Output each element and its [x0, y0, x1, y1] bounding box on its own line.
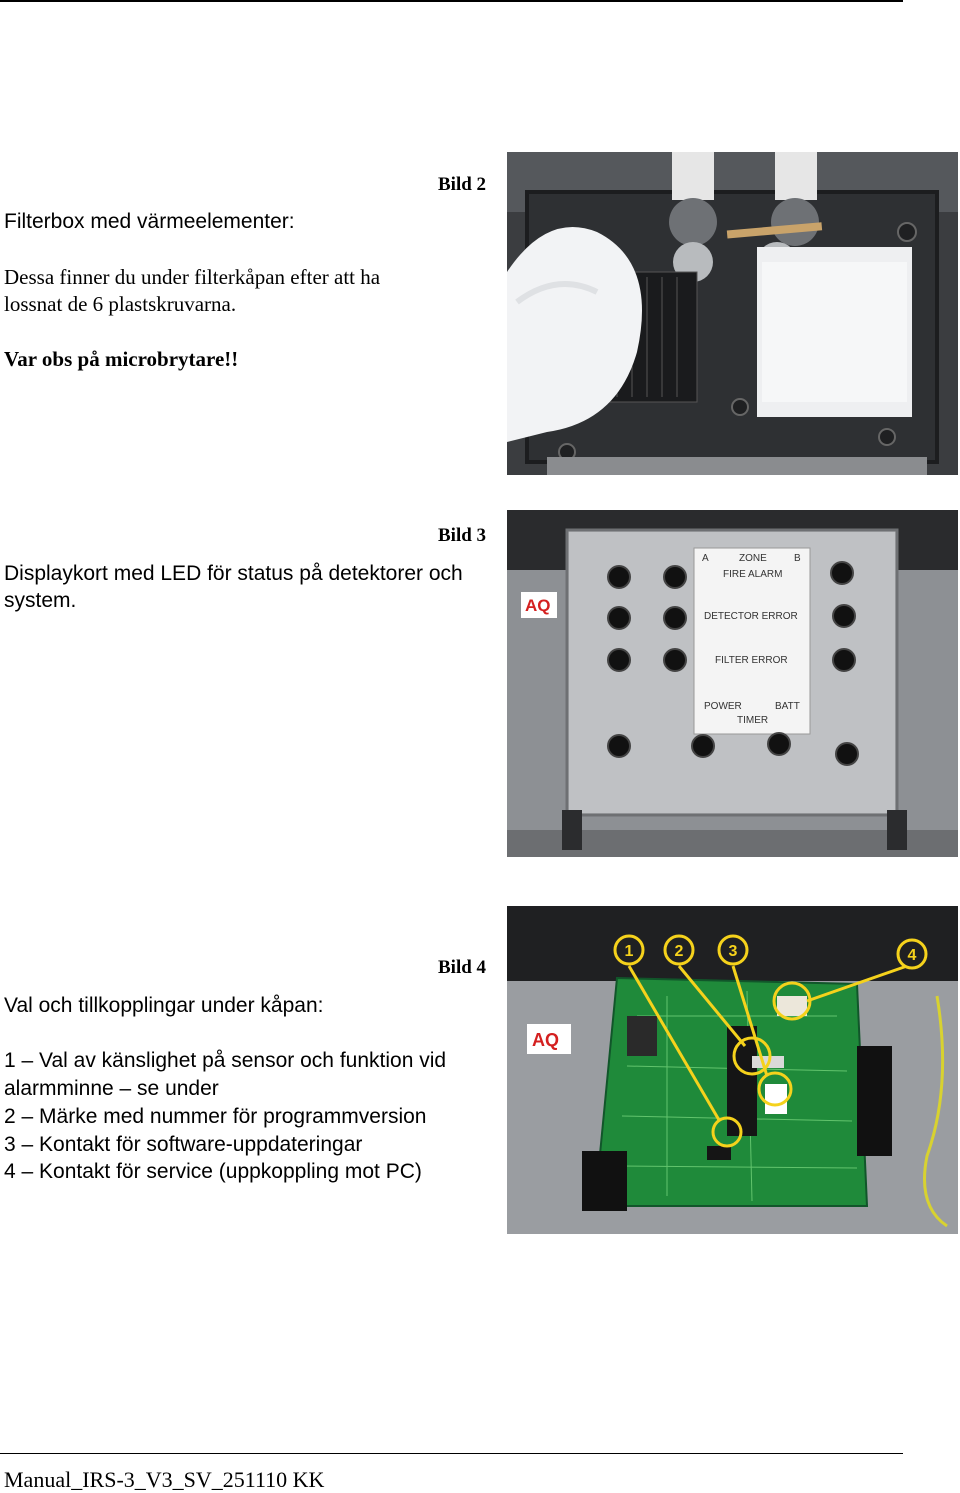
- marker-label: 4: [907, 947, 917, 964]
- marker-label: 2: [674, 943, 684, 960]
- filterbox-photo: [507, 152, 958, 475]
- bild3-label: Bild 3: [438, 525, 487, 546]
- bild4-item: 3 – Kontakt för software-uppdateringar: [4, 1133, 363, 1156]
- footer-rule: [0, 1453, 903, 1454]
- top-rule: [0, 0, 903, 2]
- panel-zone: ZONE: [739, 553, 767, 564]
- bild4-item: alarmminne – se under: [4, 1077, 219, 1100]
- bild4-item: 4 – Kontakt för service (uppkoppling mot PC): [4, 1160, 422, 1183]
- bild2-label: Bild 2: [438, 174, 487, 195]
- bild3-text-line2: system.: [4, 589, 77, 612]
- panel-filter-error: FILTER ERROR: [715, 655, 788, 666]
- marker-label: 1: [624, 943, 634, 960]
- panel-fire-alarm: FIRE ALARM: [723, 569, 783, 580]
- bild3-text-line1: Displaykort med LED för status på detektorer och: [4, 562, 463, 585]
- bild2-warning: Var obs på microbrytare!!: [4, 347, 239, 371]
- bild2-body-line1: Dessa finner du under filterkåpan efter att ha: [4, 265, 381, 289]
- bild4-heading: Val och tillkopplingar under kåpan:: [4, 994, 324, 1017]
- display-board-photo: [507, 510, 958, 857]
- bild4-item: 1 – Val av känslighet på sensor och funktion vid: [4, 1049, 447, 1072]
- bild3-logo: AQ: [525, 596, 551, 615]
- panel-zone-b: B: [794, 553, 801, 564]
- bild2-heading: Filterbox med värmeelementer:: [4, 210, 295, 233]
- bild2-body-line2: lossnat de 6 plastskruvarna.: [4, 292, 237, 316]
- bild4-item: 2 – Märke med nummer för programmversion: [4, 1105, 427, 1128]
- panel-detector-error: DETECTOR ERROR: [704, 611, 798, 622]
- marker-label: 3: [728, 943, 738, 960]
- panel-power: POWER: [704, 701, 742, 712]
- bild4-label: Bild 4: [438, 957, 487, 978]
- footer-text: Manual_IRS-3_V3_SV_251110 KK: [4, 1467, 325, 1492]
- bild4-logo: AQ: [532, 1030, 559, 1050]
- circuit-board-photo: [507, 906, 958, 1234]
- panel-batt: BATT: [775, 701, 800, 712]
- panel-timer: TIMER: [737, 715, 769, 726]
- panel-zone-a: A: [702, 553, 709, 564]
